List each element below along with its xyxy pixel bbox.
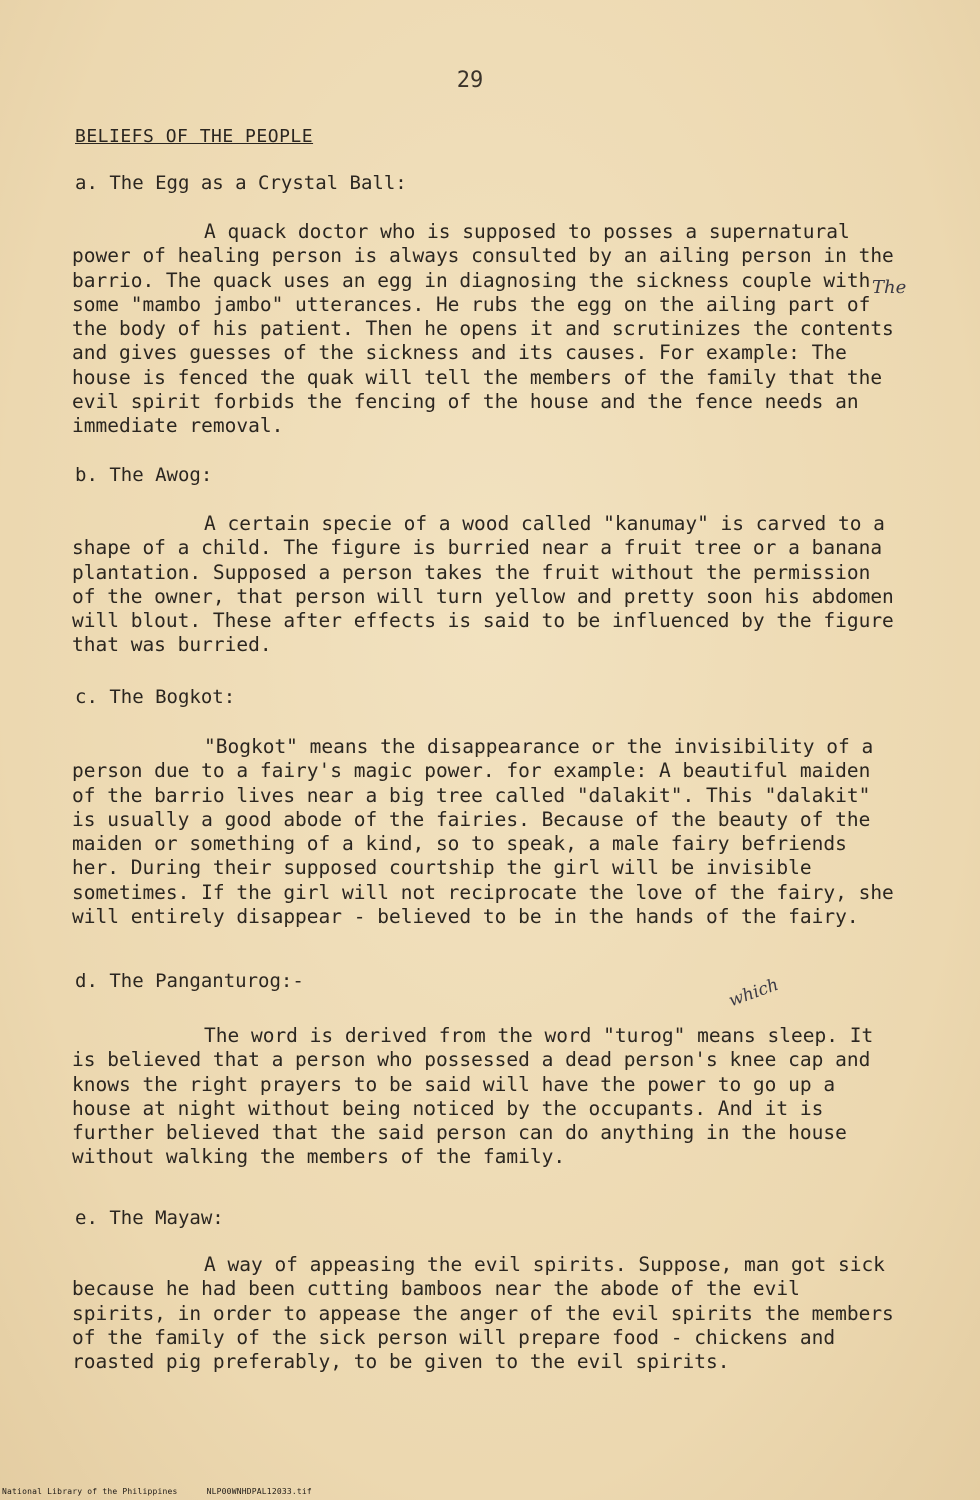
section-text-d: The word is derived from the word "turog" means sleep. It is believed that a person who possessed a dead person's knee cap and knows the right prayers to be said will have the power to go up a house at night without being noticed by the occupants. And it is further believed that the said person can do anything in the house without walking the members of the family. <box>72 1024 874 1169</box>
footer-library: National Library of the Philippines <box>2 1487 178 1496</box>
scan-footer <box>2 1487 336 1496</box>
section-text-a: A quack doctor who is supposed to posses a supernatural power of healing person is always consulted by an ailing person in the barrio. The quack uses an egg in diagnosing the sickness couple with some "mambo jambo" utterances. He rubs the egg on the ailing part of the body of his patient. Then he opens it and scrutinizes the contents and gives guesses of the sickness and its causes. For example: The house is fenced the quak will tell the members of the family that the evil spirit forbids the fencing of the house and the fence needs an immediate removal. <box>72 220 894 438</box>
section-title-a: a. The Egg as a Crystal Ball: <box>75 172 407 194</box>
footer-file: NLP00WNHDPAL12033.tif <box>206 1487 312 1496</box>
page-heading: BELIEFS OF THE PEOPLE <box>75 126 314 147</box>
section-text-b: A certain specie of a wood called "kanumay" is carved to a shape of a child. The figure is burried near a fruit tree or a banana plantation. Supposed a person takes the fruit without the permission of the owner, that person will turn yellow and pretty soon his abdomen will blout. These after effects is said to be influenced by the figure that was burried. <box>72 512 894 657</box>
section-title-e: e. The Mayaw: <box>75 1207 224 1229</box>
page-number: 29 <box>456 68 484 93</box>
section-title-d: d. The Panganturog:- <box>75 970 304 992</box>
section-title-c: c. The Bogkot: <box>75 686 236 708</box>
section-text-c: "Bogkot" means the disappearance or the invisibility of a person due to a fairy's magic power. for example: A beautiful maiden of the barrio lives near a big tree called "dalakit". This "dalakit" is usually a good abode of the fairies. Because of the beauty of the maiden or something of a kind, so to speak, a male fairy befriends her. During their supposed courtship the girl will be invisible sometimes. If the girl will not reciprocate the love of the fairy, she will entirely disappear - believed to be in the hands of the fairy. <box>72 735 894 929</box>
section-text-e: A way of appeasing the evil spirits. Suppose, man got sick because he had been cutting bamboos near the abode of the evil spirits, in order to appease the anger of the evil spirits the members of the family of the sick person will prepare food - chickens and roasted pig preferably, to be given to the evil spirits. <box>72 1253 894 1374</box>
handwritten-margin-note: The <box>872 277 907 298</box>
handwritten-insertion: which <box>726 974 782 1012</box>
section-title-b: b. The Awog: <box>75 464 213 486</box>
